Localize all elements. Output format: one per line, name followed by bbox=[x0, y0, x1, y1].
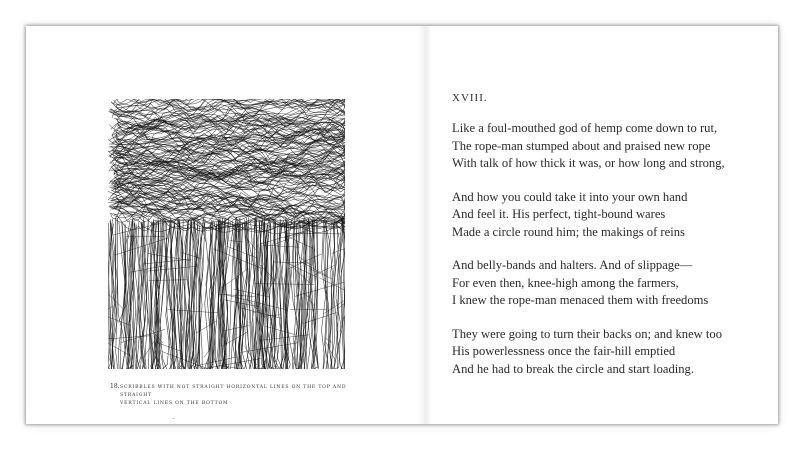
book-spread bbox=[26, 26, 778, 424]
poem-line: They were going to turn their backs on; and knew too bbox=[452, 326, 722, 341]
stanza-4 bbox=[452, 326, 772, 379]
page-mark bbox=[172, 418, 175, 419]
scribble-stroke bbox=[250, 360, 251, 369]
artwork-caption bbox=[110, 384, 370, 408]
stanza-2 bbox=[452, 189, 772, 242]
stanza-1 bbox=[452, 120, 772, 173]
scribble-drawing bbox=[108, 99, 345, 369]
poem-line: And belly-bands and halters. And of slippage— bbox=[452, 258, 693, 272]
scribble-stroke bbox=[149, 280, 187, 281]
scribble-stroke bbox=[118, 222, 125, 369]
poem-line: His powerlessness once the fair-hill emptied bbox=[452, 344, 676, 358]
poem-line: The rope-man stumped about and praised new rope bbox=[452, 138, 711, 153]
scribble-artwork bbox=[108, 99, 345, 369]
stanza-3 bbox=[452, 257, 772, 310]
scribble-stroke bbox=[286, 233, 342, 234]
scribble-stroke bbox=[310, 269, 333, 279]
scribble-stroke bbox=[263, 245, 299, 247]
poem-line: With talk of how thick it was, or how long and strong, bbox=[452, 156, 725, 170]
page-gutter bbox=[418, 26, 432, 424]
poem-line: And feel it. His perfect, tight-bound wares bbox=[452, 207, 666, 221]
poem-line: I knew the rope-man menaced them with freedoms bbox=[452, 293, 709, 307]
scribble-stroke bbox=[330, 223, 335, 369]
poem-line: Made a circle round him; the makings of reins bbox=[452, 224, 685, 239]
poem-line: Like a foul-mouthed god of hemp come down to rut, bbox=[452, 121, 718, 135]
scribble-stroke bbox=[131, 266, 165, 272]
poem-line: And he had to break the circle and start loading. bbox=[452, 361, 694, 376]
poem-line: And how you could take it into your own hand bbox=[452, 189, 688, 204]
scribble-stroke bbox=[119, 303, 127, 322]
poem-line: For even then, knee-high among the farmers, bbox=[452, 275, 679, 290]
poem bbox=[452, 92, 772, 394]
caption-text: SCRIBBLES WITH NOT STRAIGHT HORIZONTAL LINES ON THE TOP AND STRAIGHT VERTICAL LINES ON THE BOTTOM bbox=[120, 385, 347, 406]
scribble-stroke bbox=[213, 222, 217, 369]
scribble-stroke bbox=[182, 253, 201, 259]
caption-number: 18. bbox=[110, 383, 120, 390]
poem-numeral: XVIII. bbox=[452, 92, 488, 104]
